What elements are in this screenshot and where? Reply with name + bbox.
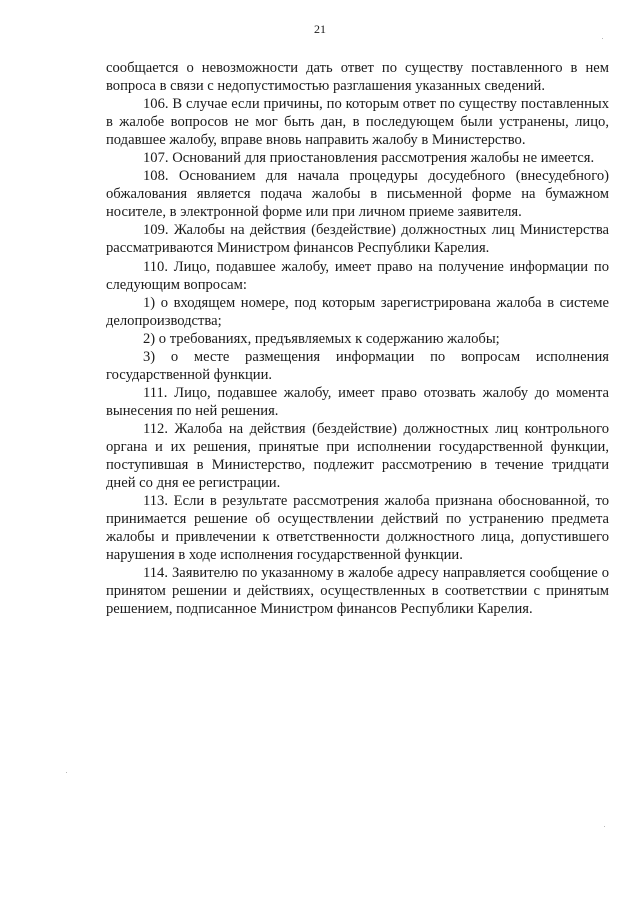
scan-speck [66, 772, 67, 773]
list-item-3: 3) о месте размещения информации по вопросам исполнения государственной функции. [106, 348, 609, 383]
page-number: 21 [314, 22, 326, 36]
paragraph-110: 110. Лицо, подавшее жалобу, имеет право на получение информации по следующим вопросам: [106, 258, 609, 293]
paragraph-113: 113. Если в результате рассмотрения жалоба признана обоснованной, то принимается решение об осуществлении действий по устранению предмета жалобы и привлечении к ответственности должностного лица, допустившего нарушения в ходе исполнения государственной функции. [106, 493, 609, 564]
paragraph-109: 109. Жалобы на действия (бездействие) должностных лиц Министерства рассматриваются Министром финансов Республики Карелия. [106, 222, 609, 257]
scan-speck [604, 826, 605, 827]
paragraph-106: 106. В случае если причины, по которым ответ по существу поставленных в жалобе вопросов не мог быть дан, в последующем были устранены, лицо, подавшее жалобу, вправе вновь направить жалобу в Министерство. [106, 96, 609, 149]
paragraph-112: 112. Жалоба на действия (бездействие) должностных лиц контрольного органа и их решения, принятые при исполнении государственной функции, поступившая в Министерство, подлежит рассмотрению в течение тридцати дней со дня ее регистрации. [106, 420, 609, 492]
document-body [106, 59, 609, 618]
paragraph-107: 107. Оснований для приостановления рассмотрения жалобы не имеется. [143, 150, 595, 167]
paragraph-continuation: сообщается о невозможности дать ответ по существу поставленного в нем вопроса в связи с недопустимостью разглашения указанных сведений. [106, 60, 609, 95]
paragraph-111: 111. Лицо, подавшее жалобу, имеет право отозвать жалобу до момента вынесения по ней решения. [106, 384, 609, 419]
scan-speck [602, 38, 603, 39]
paragraph-114: 114. Заявителю по указанному в жалобе адресу направляется сообщение о принятом решении и действиях, осуществленных в соответствии с принятым решением, подписанное Министром финансов Республики Карелия. [106, 565, 609, 618]
list-item-2: 2) о требованиях, предъявляемых к содержанию жалобы; [143, 330, 500, 347]
paragraph-108: 108. Основанием для начала процедуры досудебного (внесудебного) обжалования является подача жалобы в письменной форме на бумажном носителе, в электронной форме или при личном приеме заявителя. [106, 168, 609, 221]
list-item-1: 1) о входящем номере, под которым зарегистрирована жалоба в системе делопроизводства; [106, 294, 609, 329]
